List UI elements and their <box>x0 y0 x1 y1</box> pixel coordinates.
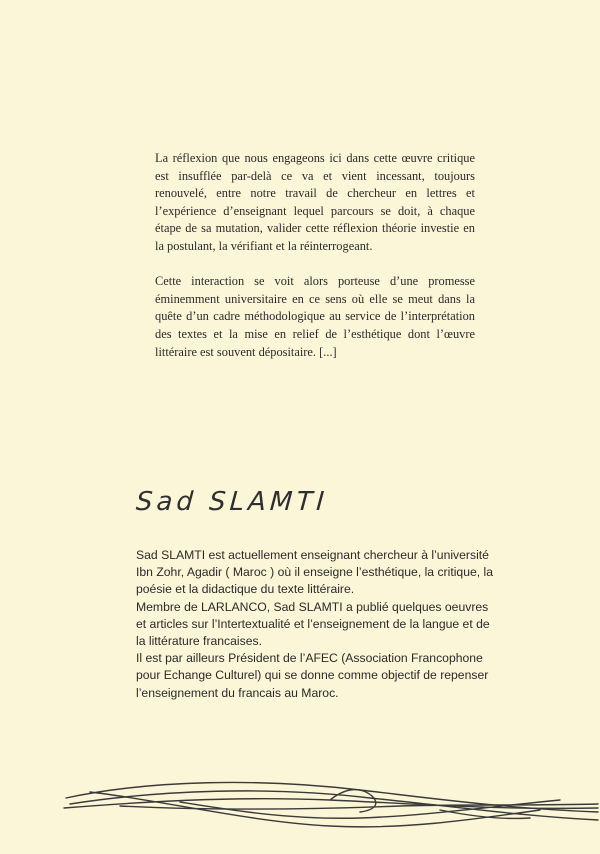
excerpt-paragraph-2: Cette interaction se voit alors porteuse d’une promesse éminemment universitaire en ce sens où elle se meut dans la quête d’un cadre méthodologique au service de l’interprétation des textes et la mise en relief de l’esthétique dont l’œuvre littéraire est souvent dépositaire. [...] <box>155 274 475 359</box>
bio-paragraph-3: Il est par ailleurs Président de l’AFEC (Association Francophone pour Echange Culturel) qui se donne comme objectif de repenser l’enseignement du francais au Maroc. <box>136 651 489 700</box>
decorative-scribble <box>0 760 600 854</box>
bio-paragraph-2: Membre de LARLANCO, Sad SLAMTI a publié quelques oeuvres et articles sur l’Intertextualité et l’enseignement de la langue et de la littérature francaises. <box>136 599 490 649</box>
excerpt-paragraph-1: La réflexion que nous engageons ici dans cette œuvre critique est insufflée par-delà ce va et vient incessant, toujours renouvelé, entre notre travail de chercheur en lettres et l’expérience d’enseignant lequel parcours se doit, à chaque étape de sa mutation, valider cette réflexion théorie investie en la postulant, la vérifiant et la réinterrogeant. <box>155 151 475 253</box>
excerpt-block <box>155 150 475 379</box>
bio-paragraph-1: Sad SLAMTI est actuellement enseignant chercheur à l’université Ibn Zohr, Agadir ( Maroc ) où il enseigne l’esthétique, la critique, la poésie et la didactique du texte littéraire. <box>136 548 494 597</box>
author-name: Sad SLAMTI <box>134 487 330 517</box>
author-bio <box>136 547 500 702</box>
